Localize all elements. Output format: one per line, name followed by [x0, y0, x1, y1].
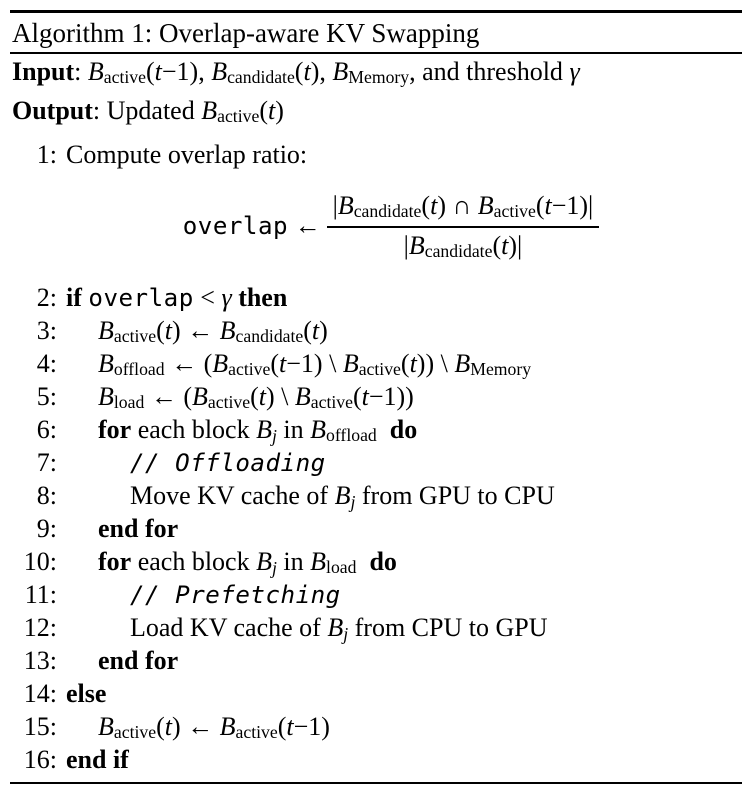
- text-segment: B: [256, 415, 272, 445]
- text-segment: ): [319, 316, 328, 346]
- text-segment: B: [87, 57, 104, 86]
- text-segment: Compute overlap ratio:: [66, 140, 308, 170]
- text-segment: j: [343, 624, 349, 645]
- text-segment: B: [342, 349, 359, 379]
- text-segment: (: [303, 316, 312, 346]
- algorithm-line: [10, 413, 742, 446]
- text-segment: t: [311, 316, 320, 346]
- text-segment: if: [66, 283, 82, 313]
- text-segment: B: [192, 382, 208, 412]
- text-segment: end if: [66, 745, 129, 775]
- text-segment: [377, 415, 390, 444]
- text-segment: active: [207, 392, 251, 413]
- text-segment: end for: [98, 646, 179, 676]
- line-number: 13:: [23, 646, 57, 676]
- text-segment: B: [454, 349, 471, 379]
- text-segment: ) ∩: [437, 190, 478, 220]
- io-block: [10, 54, 742, 133]
- text-segment: active: [113, 326, 157, 347]
- text-segment: else: [66, 679, 107, 709]
- text-segment: (: [421, 190, 431, 220]
- text-segment: do: [369, 547, 397, 577]
- text-segment: from GPU to CPU: [355, 481, 555, 511]
- line-content: [57, 512, 178, 545]
- algorithm-line: [10, 677, 742, 710]
- text-segment: t: [430, 190, 438, 220]
- text-segment: load: [326, 557, 357, 578]
- text-segment: candidate: [227, 67, 295, 88]
- text-segment: B: [98, 712, 114, 742]
- text-segment: in: [276, 547, 311, 577]
- line-content: [57, 677, 106, 710]
- text-segment: candidate: [353, 200, 422, 221]
- algorithm-line: [10, 710, 742, 743]
- text-segment: each block: [131, 415, 257, 445]
- text-segment: B: [219, 712, 236, 742]
- text-segment: do: [389, 415, 418, 445]
- text-segment: t: [279, 349, 287, 379]
- text-segment: <: [193, 283, 222, 313]
- text-segment: t: [303, 57, 311, 86]
- line-content: [57, 446, 326, 480]
- text-segment: t: [154, 57, 162, 86]
- text-segment: t: [501, 230, 509, 260]
- text-segment: in: [276, 415, 311, 445]
- text-segment: ) ←: [171, 712, 220, 742]
- algorithm-lines: [10, 138, 742, 776]
- text-segment: )) \: [416, 349, 455, 379]
- text-segment: −1)|: [551, 190, 594, 220]
- text-segment: |: [332, 190, 338, 220]
- text-segment: B: [310, 547, 327, 577]
- algorithm-line: [10, 479, 742, 512]
- line-number: 6:: [36, 415, 57, 445]
- text-segment: candidate: [424, 241, 493, 262]
- text-segment: ) \: [265, 382, 295, 412]
- text-segment: each block: [131, 547, 257, 577]
- line-number: 11:: [24, 580, 57, 610]
- algorithm-steps: [10, 281, 742, 776]
- text-segment: // Offloading: [130, 449, 326, 478]
- algorithm-line: [10, 743, 742, 776]
- text-segment: B: [212, 349, 229, 379]
- text-segment: Move KV cache of: [130, 481, 335, 511]
- text-segment: Input: [12, 57, 75, 86]
- formula-fraction: [327, 191, 600, 262]
- text-segment: active: [358, 359, 401, 380]
- line-number: 9:: [36, 514, 57, 544]
- algorithm-line: [10, 545, 742, 578]
- text-segment: B: [98, 349, 114, 379]
- text-segment: from CPU to GPU: [348, 613, 548, 643]
- line-number: 7:: [36, 448, 57, 478]
- text-segment: −1): [293, 712, 330, 742]
- text-segment: active: [103, 67, 146, 88]
- line-number: 15:: [23, 712, 57, 742]
- text-segment: j: [271, 558, 277, 579]
- text-segment: (: [400, 349, 410, 379]
- text-segment: t: [164, 712, 172, 742]
- algorithm-line-1: [10, 138, 742, 171]
- text-segment: candidate: [235, 326, 304, 347]
- line-number: 14:: [23, 679, 57, 709]
- text-segment: B: [337, 190, 354, 220]
- text-segment: active: [235, 722, 278, 743]
- text-segment: Load KV cache of: [130, 613, 328, 643]
- text-segment: for: [98, 415, 132, 445]
- text-segment: overlap: [88, 284, 194, 313]
- text-segment: Memory: [348, 67, 410, 88]
- text-segment: j: [350, 492, 356, 513]
- text-segment: , and threshold: [409, 57, 570, 86]
- text-segment: −1),: [161, 57, 212, 86]
- line-number: 1:: [36, 140, 57, 170]
- line-number: 8:: [36, 481, 57, 511]
- output-line: [12, 94, 740, 133]
- text-segment: |: [403, 230, 409, 260]
- text-segment: j: [271, 426, 277, 447]
- algorithm-title: Algorithm 1: Overlap-aware KV Swapping: [12, 18, 480, 48]
- text-segment: (: [145, 57, 155, 86]
- text-segment: active: [310, 392, 353, 413]
- line-number: 12:: [23, 613, 57, 643]
- algorithm-line: [10, 380, 742, 413]
- text-segment: t: [267, 96, 276, 126]
- line-number: 2:: [36, 283, 57, 313]
- line-number: 5:: [36, 382, 57, 412]
- text-segment: ←: [288, 211, 321, 241]
- text-segment: B: [211, 57, 228, 86]
- text-segment: ): [275, 96, 284, 126]
- formula-denominator: [327, 226, 600, 262]
- text-segment: γ: [221, 283, 232, 313]
- text-segment: offload: [326, 425, 377, 446]
- text-segment: B: [294, 382, 311, 412]
- text-segment: (: [352, 382, 362, 412]
- text-segment: [356, 547, 369, 576]
- line-number: 4:: [36, 349, 57, 379]
- text-segment: B: [327, 613, 344, 643]
- text-segment: B: [477, 190, 494, 220]
- line-number: 3:: [36, 316, 57, 346]
- text-segment: ) ←: [171, 316, 220, 346]
- text-segment: load: [113, 392, 145, 413]
- line-content: [57, 743, 129, 776]
- formula-lhs: [183, 211, 321, 241]
- overlap-formula: [40, 182, 742, 270]
- text-segment: active: [493, 200, 536, 221]
- text-segment: then: [238, 283, 288, 313]
- text-segment: (: [250, 382, 259, 412]
- text-segment: t: [544, 190, 552, 220]
- text-segment: active: [113, 722, 157, 743]
- text-segment: end for: [98, 514, 179, 544]
- text-segment: (: [270, 349, 280, 379]
- line-content: [57, 281, 287, 315]
- text-segment: B: [256, 547, 272, 577]
- line-number: 10:: [23, 547, 57, 577]
- text-segment: (: [277, 712, 287, 742]
- text-segment: γ: [569, 57, 580, 86]
- text-segment: Memory: [470, 359, 532, 380]
- text-segment: −1) \: [286, 349, 343, 379]
- text-segment: )|: [508, 230, 523, 260]
- text-segment: t: [164, 316, 172, 346]
- text-segment: (: [259, 96, 268, 126]
- text-segment: :: [74, 57, 88, 86]
- text-segment: : Updated: [92, 96, 202, 126]
- text-segment: for: [98, 547, 132, 577]
- text-segment: t: [286, 712, 294, 742]
- text-segment: (: [294, 57, 304, 86]
- formula-numerator: [327, 191, 600, 226]
- text-segment: (: [492, 230, 502, 260]
- text-segment: t: [258, 382, 266, 412]
- line-content: [57, 578, 341, 612]
- text-segment: (: [535, 190, 545, 220]
- text-segment: Output: [12, 96, 93, 126]
- algorithm-line: [10, 347, 742, 380]
- text-segment: B: [98, 316, 114, 346]
- text-segment: overlap: [182, 212, 289, 241]
- text-segment: B: [334, 481, 351, 511]
- text-segment: B: [98, 382, 114, 412]
- text-segment: active: [228, 359, 271, 380]
- algorithm-line: [10, 281, 742, 314]
- line-number: 16:: [23, 745, 57, 775]
- text-segment: ),: [310, 57, 333, 86]
- line-content: [57, 644, 178, 677]
- text-segment: ← (: [164, 349, 213, 379]
- text-segment: // Prefetching: [130, 581, 341, 610]
- algorithm-line: [10, 611, 742, 644]
- text-segment: B: [201, 96, 218, 126]
- text-segment: B: [310, 415, 327, 445]
- text-segment: (: [156, 712, 165, 742]
- text-segment: offload: [113, 359, 165, 380]
- line-content-step1: [57, 138, 307, 171]
- text-segment: t: [409, 349, 417, 379]
- text-segment: B: [219, 316, 236, 346]
- input-line: [12, 55, 740, 94]
- text-segment: active: [217, 106, 260, 127]
- text-segment: −1)): [368, 382, 414, 412]
- text-segment: B: [408, 230, 425, 260]
- text-segment: t: [361, 382, 369, 412]
- text-segment: (: [156, 316, 165, 346]
- bottom-rule-divider: [10, 782, 742, 784]
- text-segment: ← (: [144, 382, 192, 412]
- text-segment: B: [332, 57, 349, 86]
- algorithm-line: [10, 314, 742, 347]
